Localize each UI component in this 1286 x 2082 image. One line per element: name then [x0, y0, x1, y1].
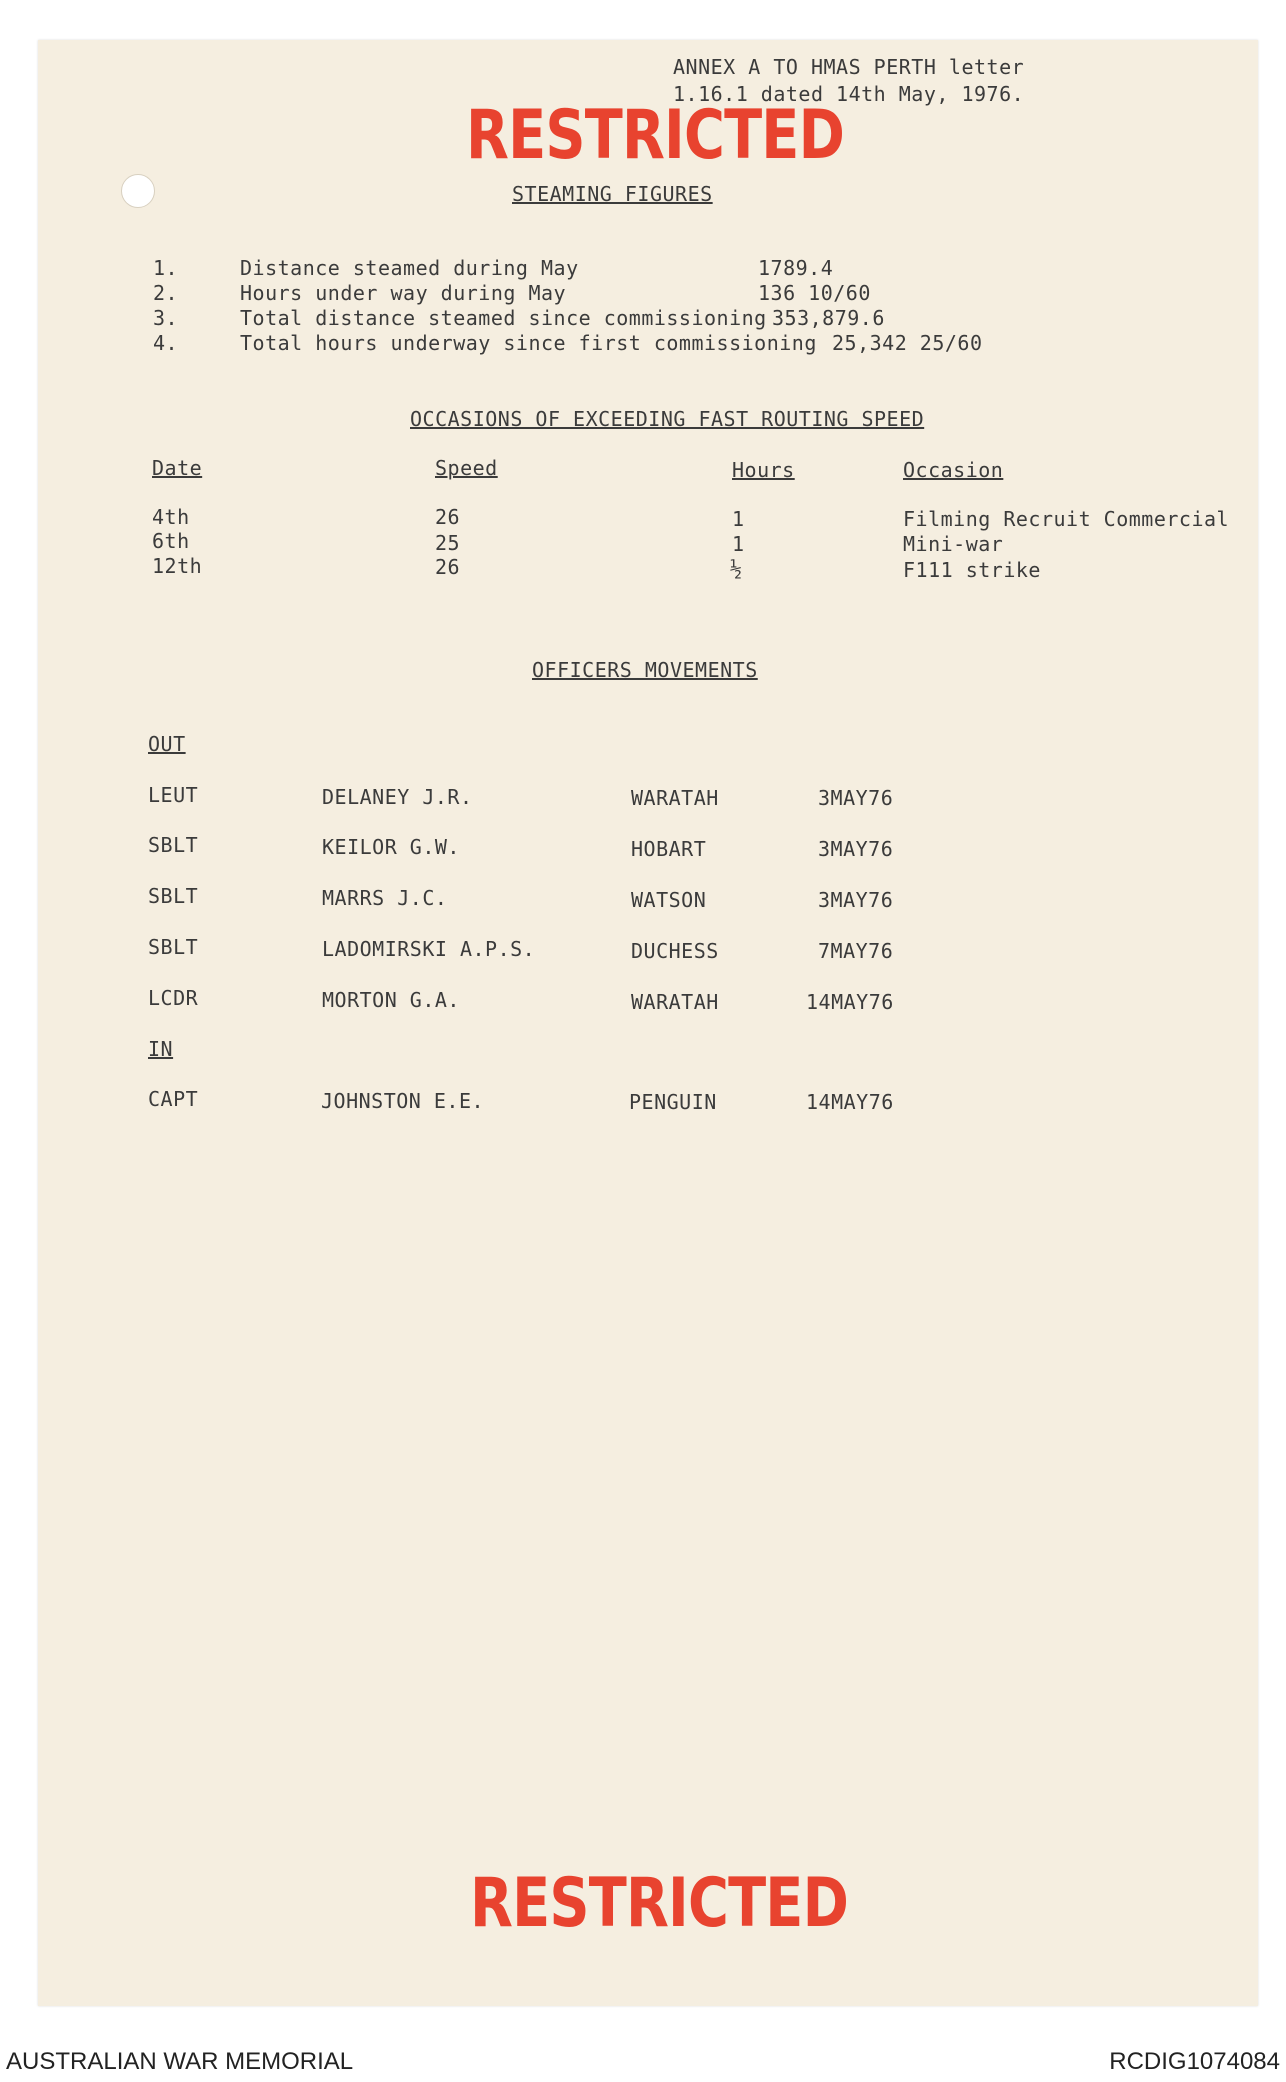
speed-row-1-hours: 1: [732, 507, 745, 531]
speed-header-hours: Hours: [732, 458, 795, 482]
speed-row-1-speed: 26: [435, 505, 461, 529]
officers-title: OFFICERS MOVEMENTS: [532, 658, 758, 682]
officer-out-2-date: 3MAY76: [818, 837, 894, 861]
officer-out-1-name: DELANEY J.R.: [322, 785, 473, 809]
steaming-num-3: 3.: [153, 306, 179, 330]
officer-out-3-name: MARRS J.C.: [322, 886, 448, 910]
steaming-title: STEAMING FIGURES: [512, 182, 713, 206]
officer-out-3-rank: SBLT: [148, 884, 199, 908]
speed-row-3-date: 12th: [152, 554, 203, 578]
steaming-value-3: 353,879.6: [772, 306, 885, 330]
speed-row-3-hours: ½: [730, 557, 743, 581]
officers-out-label: OUT: [148, 732, 186, 756]
officer-out-1-ship: WARATAH: [631, 786, 719, 810]
steaming-value-4: 25,342 25/60: [832, 331, 983, 355]
officer-in-1-ship: PENGUIN: [629, 1090, 717, 1114]
speed-header-speed: Speed: [435, 456, 498, 480]
officer-out-1-rank: LEUT: [148, 783, 199, 807]
speed-title: OCCASIONS OF EXCEEDING FAST ROUTING SPEED: [410, 407, 925, 431]
steaming-num-4: 4.: [153, 331, 179, 355]
header-line-2: 1.16.1 dated 14th May, 1976.: [673, 82, 1025, 106]
restricted-stamp-top: RESTRICTED: [466, 96, 845, 175]
speed-row-2-occasion: Mini-war: [903, 532, 1004, 556]
officer-out-2-rank: SBLT: [148, 833, 199, 857]
speed-row-2-hours: 1: [732, 532, 745, 556]
officer-in-1-date: 14MAY76: [806, 1090, 894, 1114]
steaming-label-2: Hours under way during May: [240, 281, 567, 305]
officer-in-1-rank: CAPT: [148, 1087, 199, 1111]
steaming-num-2: 2.: [153, 281, 179, 305]
officer-out-2-name: KEILOR G.W.: [322, 835, 460, 859]
officers-in-label: IN: [148, 1037, 174, 1061]
speed-row-1-date: 4th: [152, 505, 190, 529]
speed-header-date: Date: [152, 456, 203, 480]
officer-out-4-date: 7MAY76: [818, 939, 894, 963]
footer-record-id: RCDIG1074084: [1109, 2048, 1280, 2075]
restricted-stamp-bottom: RESTRICTED: [470, 1864, 849, 1943]
officer-out-4-ship: DUCHESS: [631, 939, 719, 963]
steaming-label-4: Total hours underway since first commissioning: [240, 331, 817, 355]
officer-out-5-date: 14MAY76: [806, 990, 894, 1014]
officer-out-2-ship: HOBART: [631, 837, 707, 861]
header-line-1: ANNEX A TO HMAS PERTH letter: [673, 55, 1025, 79]
officer-out-3-date: 3MAY76: [818, 888, 894, 912]
speed-row-1-occasion: Filming Recruit Commercial: [903, 507, 1230, 531]
officer-out-5-rank: LCDR: [148, 986, 199, 1010]
speed-header-occasion: Occasion: [903, 458, 1004, 482]
officer-out-1-date: 3MAY76: [818, 786, 894, 810]
steaming-num-1: 1.: [153, 256, 179, 280]
footer-source: AUSTRALIAN WAR MEMORIAL: [6, 2048, 354, 2075]
punch-hole: [121, 174, 155, 208]
steaming-value-1: 1789.4: [758, 256, 834, 280]
officer-out-4-rank: SBLT: [148, 935, 199, 959]
speed-row-3-occasion: F111 strike: [903, 558, 1041, 582]
officer-out-4-name: LADOMIRSKI A.P.S.: [322, 937, 536, 961]
officer-in-1-name: JOHNSTON E.E.: [321, 1089, 485, 1113]
speed-row-3-speed: 26: [435, 555, 461, 579]
speed-row-2-date: 6th: [152, 529, 190, 553]
steaming-label-1: Distance steamed during May: [240, 256, 579, 280]
speed-row-2-speed: 25: [435, 531, 461, 555]
officer-out-5-ship: WARATAH: [631, 990, 719, 1014]
steaming-label-3: Total distance steamed since commissioning: [240, 306, 767, 330]
officer-out-3-ship: WATSON: [631, 888, 707, 912]
officer-out-5-name: MORTON G.A.: [322, 988, 460, 1012]
steaming-value-2: 136 10/60: [758, 281, 871, 305]
